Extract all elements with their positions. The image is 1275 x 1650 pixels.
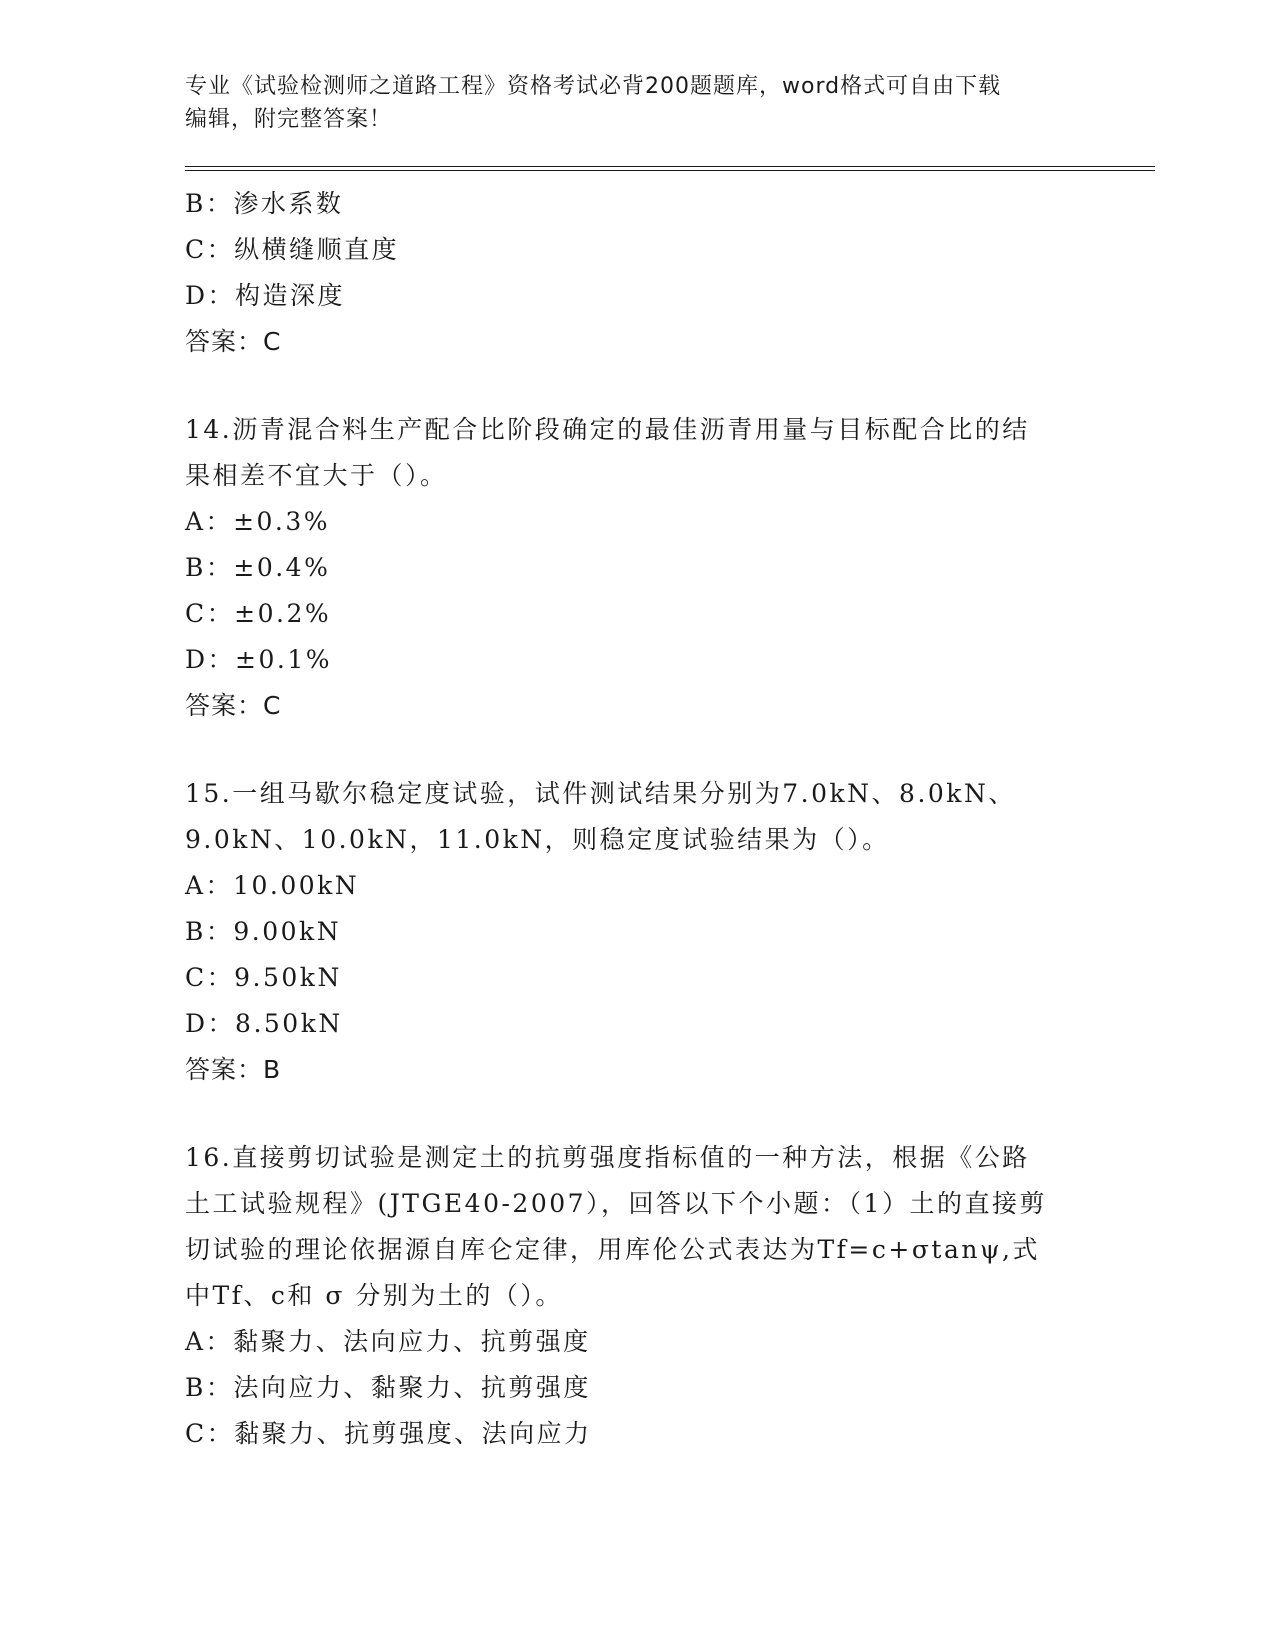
option-d: D：±0.1% bbox=[185, 645, 333, 674]
question-16 bbox=[185, 1135, 1155, 1457]
stem-line: 切试验的理论依据源自库仑定律，用库伦公式表达为Tf=c+σtanψ,式 bbox=[185, 1235, 1040, 1264]
question-list bbox=[185, 181, 1155, 1457]
answer-line: 答案：B bbox=[185, 1055, 282, 1084]
answer-line: 答案：C bbox=[185, 691, 282, 720]
option-c: C：±0.2% bbox=[185, 599, 332, 628]
option-a: A：±0.3% bbox=[185, 507, 331, 536]
stem-line: 果相差不宜大于（）。 bbox=[185, 461, 448, 490]
question-13-tail bbox=[185, 181, 1155, 365]
option-b: B：法向应力、黏聚力、抗剪强度 bbox=[185, 1373, 591, 1402]
header-line-1: 专业《试验检测师之道路工程》资格考试必背200题题库，word格式可自由下载 bbox=[185, 74, 1002, 99]
stem-line: 15.一组马歇尔稳定度试验，试件测试结果分别为7.0kN、8.0kN、 bbox=[185, 779, 1016, 808]
document-page bbox=[185, 70, 1155, 1457]
option-c: C：纵横缝顺直度 bbox=[185, 235, 400, 264]
option-a: A：黏聚力、法向应力、抗剪强度 bbox=[185, 1327, 591, 1356]
question-stem bbox=[185, 1135, 1085, 1319]
option-d: D：构造深度 bbox=[185, 281, 346, 310]
stem-line: 土工试验规程》(JTGE40-2007），回答以下个小题：（1）土的直接剪 bbox=[185, 1189, 1047, 1218]
option-d: D：8.50kN bbox=[185, 1009, 343, 1038]
question-stem bbox=[185, 407, 1085, 499]
question-15 bbox=[185, 771, 1155, 1093]
option-b: B：±0.4% bbox=[185, 553, 331, 582]
document-header bbox=[185, 70, 1065, 136]
stem-line: 9.0kN、10.0kN，11.0kN，则稳定度试验结果为（）。 bbox=[185, 825, 890, 854]
header-line-2: 编辑，附完整答案！ bbox=[185, 107, 393, 132]
stem-line: 14.沥青混合料生产配合比阶段确定的最佳沥青用量与目标配合比的结 bbox=[185, 415, 1030, 444]
option-c: C：黏聚力、抗剪强度、法向应力 bbox=[185, 1419, 592, 1448]
option-b: B：9.00kN bbox=[185, 917, 342, 946]
option-a: A：10.00kN bbox=[185, 871, 360, 900]
stem-line: 中Tf、c和 σ 分别为土的（）。 bbox=[185, 1281, 563, 1310]
header-divider bbox=[185, 166, 1155, 171]
option-c: C：9.50kN bbox=[185, 963, 342, 992]
question-stem bbox=[185, 771, 1085, 863]
stem-line: 16.直接剪切试验是测定土的抗剪强度指标值的一种方法，根据《公路 bbox=[185, 1143, 1030, 1172]
answer-line: 答案：C bbox=[185, 327, 282, 356]
question-14 bbox=[185, 407, 1155, 729]
option-b: B：渗水系数 bbox=[185, 189, 344, 218]
